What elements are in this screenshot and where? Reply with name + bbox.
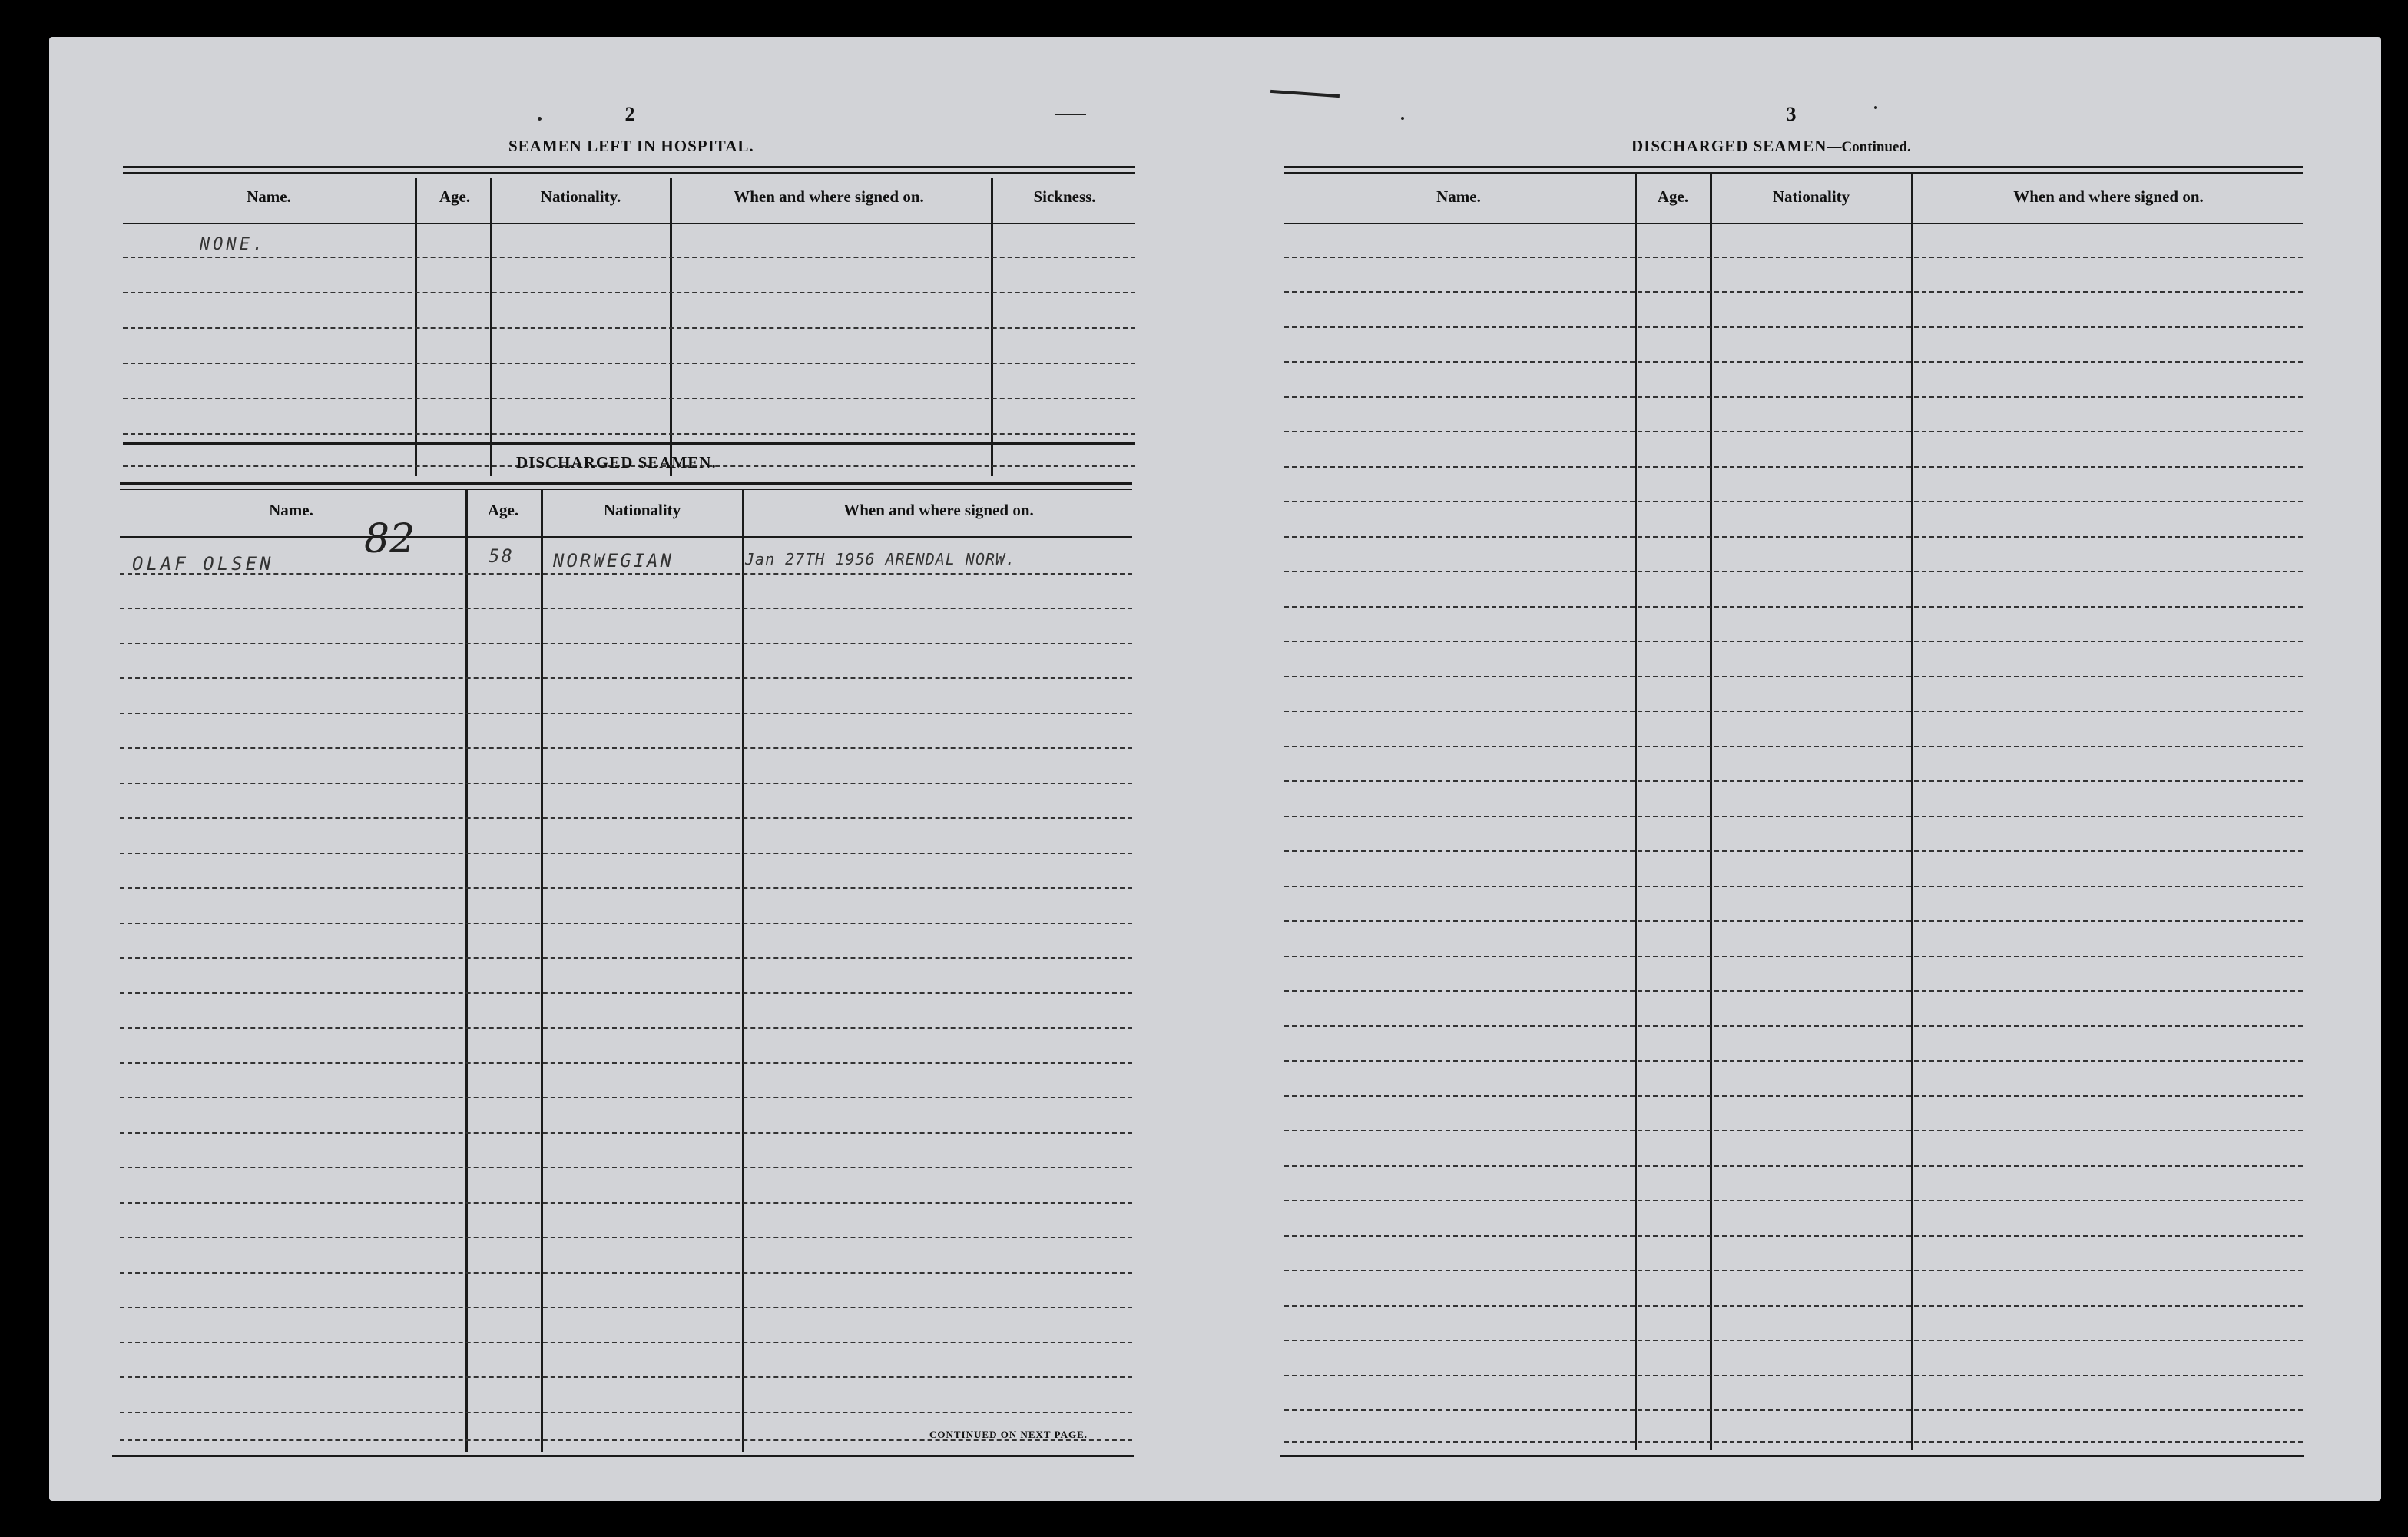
rule xyxy=(1635,172,1637,1450)
rule xyxy=(120,1307,1132,1308)
rule xyxy=(1284,1375,2303,1376)
rule xyxy=(1284,571,2303,572)
rule xyxy=(120,747,1132,749)
rule xyxy=(120,923,1132,924)
rule xyxy=(1710,172,1712,1450)
rule xyxy=(1284,1441,2303,1443)
rule xyxy=(120,1272,1132,1274)
hospital-col-signed-on: When and where signed on. xyxy=(734,187,924,206)
scan-mark xyxy=(1270,90,1340,98)
rule xyxy=(1284,746,2303,747)
rule xyxy=(123,257,1135,258)
page-number-right: 3 xyxy=(1786,103,1797,125)
hospital-col-name: Name. xyxy=(247,187,291,206)
rule xyxy=(120,1132,1132,1134)
right-col-signed-on: When and where signed on. xyxy=(2013,187,2204,206)
rule xyxy=(120,489,1132,490)
rule xyxy=(1284,816,2303,817)
rule xyxy=(120,783,1132,784)
rule xyxy=(120,1062,1132,1064)
rule xyxy=(1284,431,2303,432)
rule xyxy=(1284,1305,2303,1307)
right-col-nationality: Nationality xyxy=(1772,187,1850,206)
hospital-section-title: SEAMEN LEFT IN HOSPITAL. xyxy=(508,137,754,155)
rule xyxy=(120,992,1132,994)
discharged-row-mark: 82 xyxy=(364,516,416,562)
rule xyxy=(1284,1235,2303,1237)
rule xyxy=(1911,172,1913,1450)
rule xyxy=(120,853,1132,854)
rule xyxy=(1284,676,2303,677)
rule xyxy=(1284,223,2303,224)
discharged-row-signed-on: Jan 27TH 1956 ARENDAL NORW. xyxy=(745,550,1016,568)
rule xyxy=(120,1167,1132,1168)
rule xyxy=(112,1455,1134,1457)
rule xyxy=(120,713,1132,714)
right-title-main: DISCHARGED SEAMEN xyxy=(1631,137,1827,155)
rule xyxy=(120,482,1132,485)
right-col-name: Name. xyxy=(1436,187,1481,206)
hospital-col-nationality: Nationality. xyxy=(540,187,621,206)
rule xyxy=(1284,956,2303,957)
rule xyxy=(1284,361,2303,363)
rule xyxy=(1284,850,2303,852)
rule xyxy=(123,433,1135,435)
rule xyxy=(120,1027,1132,1029)
rule xyxy=(1284,1200,2303,1201)
rule xyxy=(1284,1165,2303,1167)
rule xyxy=(1284,501,2303,502)
hospital-col-sickness: Sickness. xyxy=(1033,187,1096,206)
rule xyxy=(1284,291,2303,293)
right-col-age: Age. xyxy=(1657,187,1689,206)
rule xyxy=(123,398,1135,399)
rule xyxy=(1284,920,2303,922)
discharged-section-title: DISCHARGED SEAMEN. xyxy=(516,453,717,472)
rule xyxy=(123,327,1135,329)
rule xyxy=(120,677,1132,679)
rule xyxy=(123,223,1135,224)
rule xyxy=(1284,711,2303,712)
rule xyxy=(120,573,1132,575)
rule xyxy=(1284,536,2303,538)
rule xyxy=(120,1202,1132,1204)
discharged-row-age: 58 xyxy=(489,545,514,567)
rule xyxy=(1284,1409,2303,1411)
discharged-row-name: OLAF OLSEN xyxy=(132,553,274,575)
rule xyxy=(120,887,1132,889)
rule xyxy=(1284,166,2303,168)
scan-speck xyxy=(1055,114,1086,115)
rule xyxy=(1284,326,2303,328)
rule xyxy=(120,1376,1132,1378)
continued-footer: CONTINUED ON NEXT PAGE. xyxy=(929,1429,1088,1440)
rule xyxy=(120,608,1132,609)
rule xyxy=(120,1412,1132,1413)
rule xyxy=(1284,1340,2303,1341)
rule xyxy=(1284,257,2303,258)
rule xyxy=(1284,172,2303,174)
page-number-left: 2 xyxy=(624,103,635,125)
scan-speck xyxy=(1874,106,1877,109)
rule xyxy=(123,363,1135,364)
rule xyxy=(120,1342,1132,1343)
rule xyxy=(1284,990,2303,992)
right-title-suffix: —Continued. xyxy=(1827,139,1911,155)
hospital-col-age: Age. xyxy=(439,187,471,206)
rule xyxy=(1284,466,2303,468)
rule xyxy=(1284,1060,2303,1062)
discharged-col-signed-on: When and where signed on. xyxy=(843,501,1034,519)
rule xyxy=(120,1097,1132,1098)
rule xyxy=(123,166,1135,168)
discharged-row-nationality: NORWEGIAN xyxy=(553,550,674,571)
rule xyxy=(1284,641,2303,642)
rule xyxy=(1280,1455,2304,1457)
scan-speck xyxy=(1401,117,1404,120)
discharged-col-name: Name. xyxy=(269,501,313,519)
rule xyxy=(1284,1095,2303,1097)
rule xyxy=(120,957,1132,959)
rule xyxy=(1284,780,2303,782)
rule xyxy=(1284,1270,2303,1271)
rule xyxy=(120,536,1132,538)
rule xyxy=(120,817,1132,819)
rule xyxy=(1284,1025,2303,1027)
rule xyxy=(123,442,1135,445)
hospital-entry: NONE. xyxy=(200,235,267,254)
right-section-title xyxy=(1631,137,1911,156)
rule xyxy=(1284,1130,2303,1131)
rule xyxy=(1284,886,2303,887)
discharged-col-nationality: Nationality xyxy=(603,501,681,519)
scan-speck xyxy=(538,117,542,121)
rule xyxy=(123,292,1135,293)
rule xyxy=(1284,606,2303,608)
rule xyxy=(120,643,1132,644)
rule xyxy=(120,1237,1132,1238)
rule xyxy=(123,172,1135,174)
form-sheet xyxy=(49,37,2381,1501)
rule xyxy=(1284,396,2303,398)
discharged-col-age: Age. xyxy=(487,501,519,519)
